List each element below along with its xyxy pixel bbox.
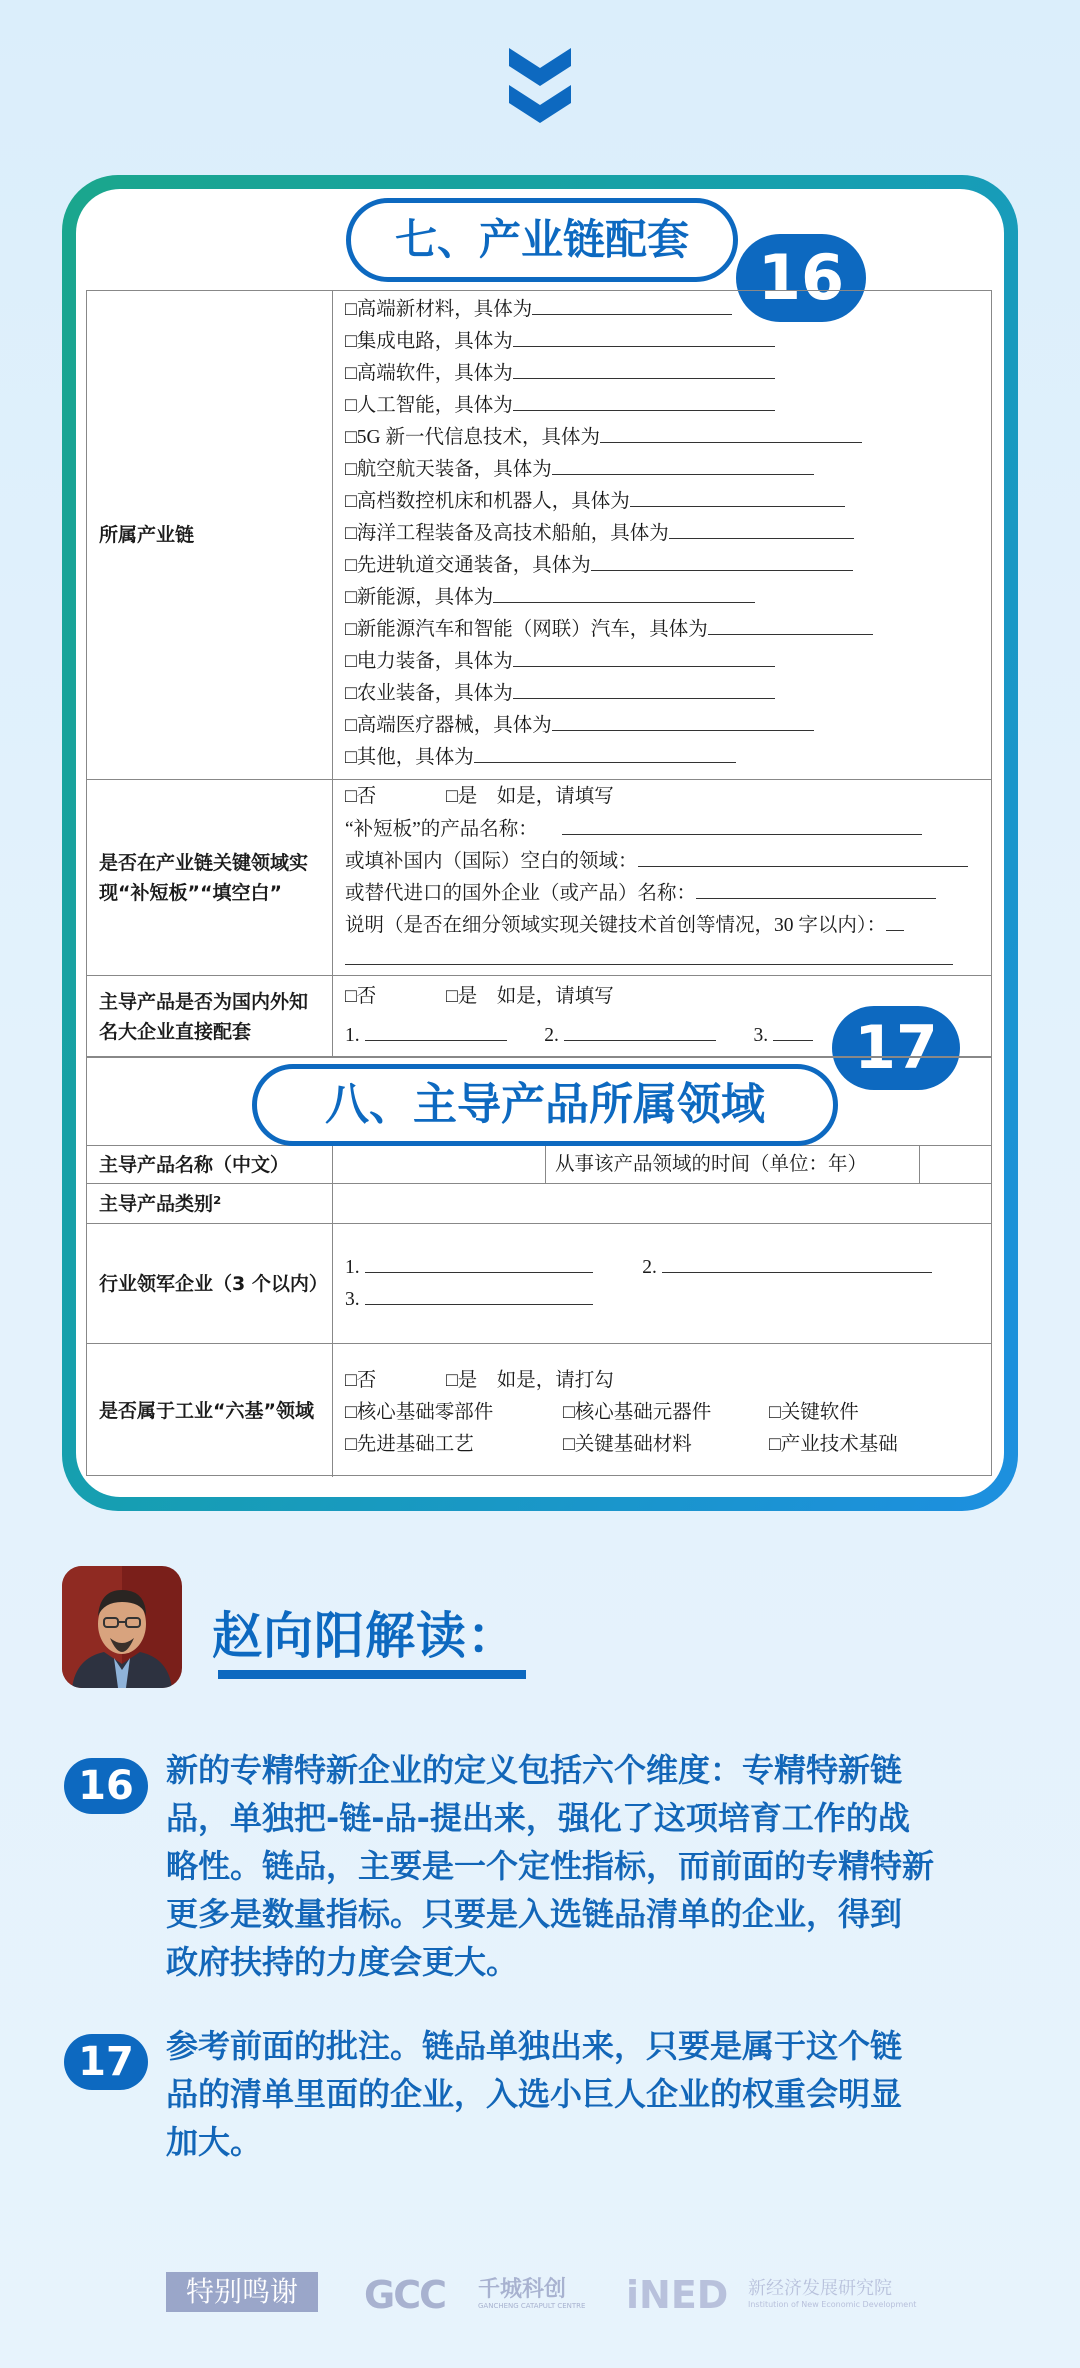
commentary-title: 赵向阳解读： — [212, 1607, 518, 1665]
industry-option[interactable]: □电力装备，具体为 — [345, 646, 775, 677]
key-field-input[interactable]: 或替代进口的国外企业（或产品）名称： — [345, 878, 936, 909]
industry-option[interactable]: □其他，具体为 — [345, 742, 736, 773]
note-badge: 17 — [64, 2034, 148, 2090]
key-field-input[interactable] — [345, 944, 953, 975]
gcc-cn: 千城科创 — [478, 2277, 567, 2302]
section8-badge: 17 — [832, 1006, 960, 1090]
industry-option[interactable]: □5G 新一代信息技术，具体为 — [345, 422, 862, 453]
matching-yes-checkbox[interactable]: □是 如是，请填写 — [446, 986, 614, 1007]
six-base-option[interactable]: □关键基础材料 — [563, 1434, 692, 1455]
six-base-label: 是否属于工业“六基”领域 — [87, 1344, 333, 1477]
key-field-no-checkbox[interactable]: □否 — [345, 786, 377, 807]
key-field-input[interactable]: “补短板”的产品名称： — [345, 814, 922, 845]
svg-text:GCC: GCC — [364, 2274, 445, 2314]
ined-logo-mark-icon — [626, 2274, 744, 2314]
avatar — [62, 1566, 182, 1688]
product-type-row — [87, 1183, 991, 1223]
six-base-option[interactable]: □关键软件 — [769, 1402, 859, 1423]
matching-input-3[interactable]: 3. — [754, 1025, 814, 1046]
key-field-row — [87, 779, 991, 975]
industry-option[interactable]: □高端新材料，具体为 — [345, 294, 732, 325]
product-time-label: 从事该产品领域的时间（单位：年） — [555, 1154, 868, 1175]
key-field-content — [333, 780, 991, 975]
industry-label: 所属产业链 — [87, 291, 333, 779]
ined-cn: 新经济发展研究院 — [748, 2278, 892, 2299]
industry-option[interactable]: □人工智能，具体为 — [345, 390, 775, 421]
leader-label: 行业领军企业（3 个以内） — [87, 1224, 333, 1343]
leader-input-1[interactable]: 1. — [345, 1257, 593, 1278]
key-field-label: 是否在产业链关键领域实现“补短板”“填空白” — [87, 780, 333, 975]
ined-logo — [626, 2272, 926, 2316]
industry-option[interactable]: □新能源汽车和智能（网联）汽车，具体为 — [345, 614, 873, 645]
six-base-option[interactable]: □核心基础零部件 — [345, 1402, 494, 1423]
six-base-no-checkbox[interactable]: □否 — [345, 1370, 377, 1391]
commentary-title-underline — [218, 1670, 526, 1679]
section8-title: 八、主导产品所属领域 — [252, 1064, 838, 1146]
industry-option[interactable]: □航空航天装备，具体为 — [345, 454, 814, 485]
industry-option[interactable]: □农业装备，具体为 — [345, 678, 775, 709]
product-time-input[interactable] — [919, 1146, 991, 1183]
note-text: 参考前面的批注。链品单独出来，只要是属于这个链 品的清单里面的企业，入选小巨人企业的权重会明显 加大。 — [166, 2027, 903, 2161]
matching-label: 主导产品是否为国内外知名大企业直接配套 — [87, 976, 333, 1057]
product-name-label: 主导产品名称（中文） — [87, 1146, 333, 1183]
industry-option[interactable]: □高端软件，具体为 — [345, 358, 775, 389]
product-type-label: 主导产品类别² — [87, 1184, 333, 1223]
section7-table — [86, 290, 992, 1056]
industry-option[interactable]: □高档数控机床和机器人，具体为 — [345, 486, 845, 517]
industry-option[interactable]: □新能源，具体为 — [345, 582, 755, 613]
ined-en: Institution of New Economic Development — [748, 2300, 917, 2309]
gcc-en: GANCHENG CATAPULT CENTRE — [478, 2302, 586, 2310]
industry-option[interactable]: □海洋工程装备及高技术船舶，具体为 — [345, 518, 854, 549]
matching-input-2[interactable]: 2. — [544, 1025, 716, 1046]
matching-input-1[interactable]: 1. — [345, 1025, 507, 1046]
product-name-row — [87, 1145, 991, 1183]
thanks-label: 特别鸣谢 — [166, 2272, 318, 2312]
section7-title: 七、产业链配套 — [346, 198, 738, 282]
industry-option[interactable]: □先进轨道交通装备，具体为 — [345, 550, 853, 581]
section7-badge: 16 — [736, 234, 866, 322]
matching-no-checkbox[interactable]: □否 — [345, 986, 377, 1007]
note-text: 新的专精特新企业的定义包括六个维度：专精特新链 品，单独把-链-品-提出来，强化了这项培育工作的战 略性。链品，主要是一个定性指标，而前面的专精特新 更多是数量指标。只要是入选链品清单的企业，得到 政府扶持的力度会更大。 — [166, 1751, 935, 1981]
scroll-down-chevron-icon — [509, 48, 571, 88]
industry-option[interactable]: □集成电路，具体为 — [345, 326, 775, 357]
six-base-yes-checkbox[interactable]: □是 如是，请打勾 — [446, 1370, 614, 1391]
key-field-input[interactable]: 说明（是否在细分领域实现关键技术首创等情况，30 字以内）： — [345, 910, 904, 941]
svg-text:iNED: iNED — [626, 2274, 729, 2314]
key-field-yes-checkbox[interactable]: □是 如是，请填写 — [446, 786, 614, 807]
note-badge: 16 — [64, 1758, 148, 1814]
six-base-option[interactable]: □核心基础元器件 — [563, 1402, 712, 1423]
gcc-logo-mark-icon — [364, 2274, 474, 2314]
industry-option[interactable]: □高端医疗器械，具体为 — [345, 710, 814, 741]
six-base-row — [87, 1343, 991, 1477]
six-base-option[interactable]: □产业技术基础 — [769, 1434, 898, 1455]
product-name-input[interactable] — [333, 1146, 546, 1183]
leader-row — [87, 1223, 991, 1343]
industry-options — [333, 291, 991, 779]
product-type-input[interactable] — [333, 1184, 991, 1223]
gcc-logo — [364, 2272, 634, 2316]
leader-input-3[interactable]: 3. — [345, 1284, 593, 1315]
industry-row — [87, 291, 991, 779]
key-field-input[interactable]: 或填补国内（国际）空白的领域： — [345, 846, 968, 877]
scroll-down-chevron-icon — [509, 85, 571, 125]
leader-input-2[interactable]: 2. — [642, 1257, 932, 1278]
six-base-option[interactable]: □先进基础工艺 — [345, 1434, 474, 1455]
